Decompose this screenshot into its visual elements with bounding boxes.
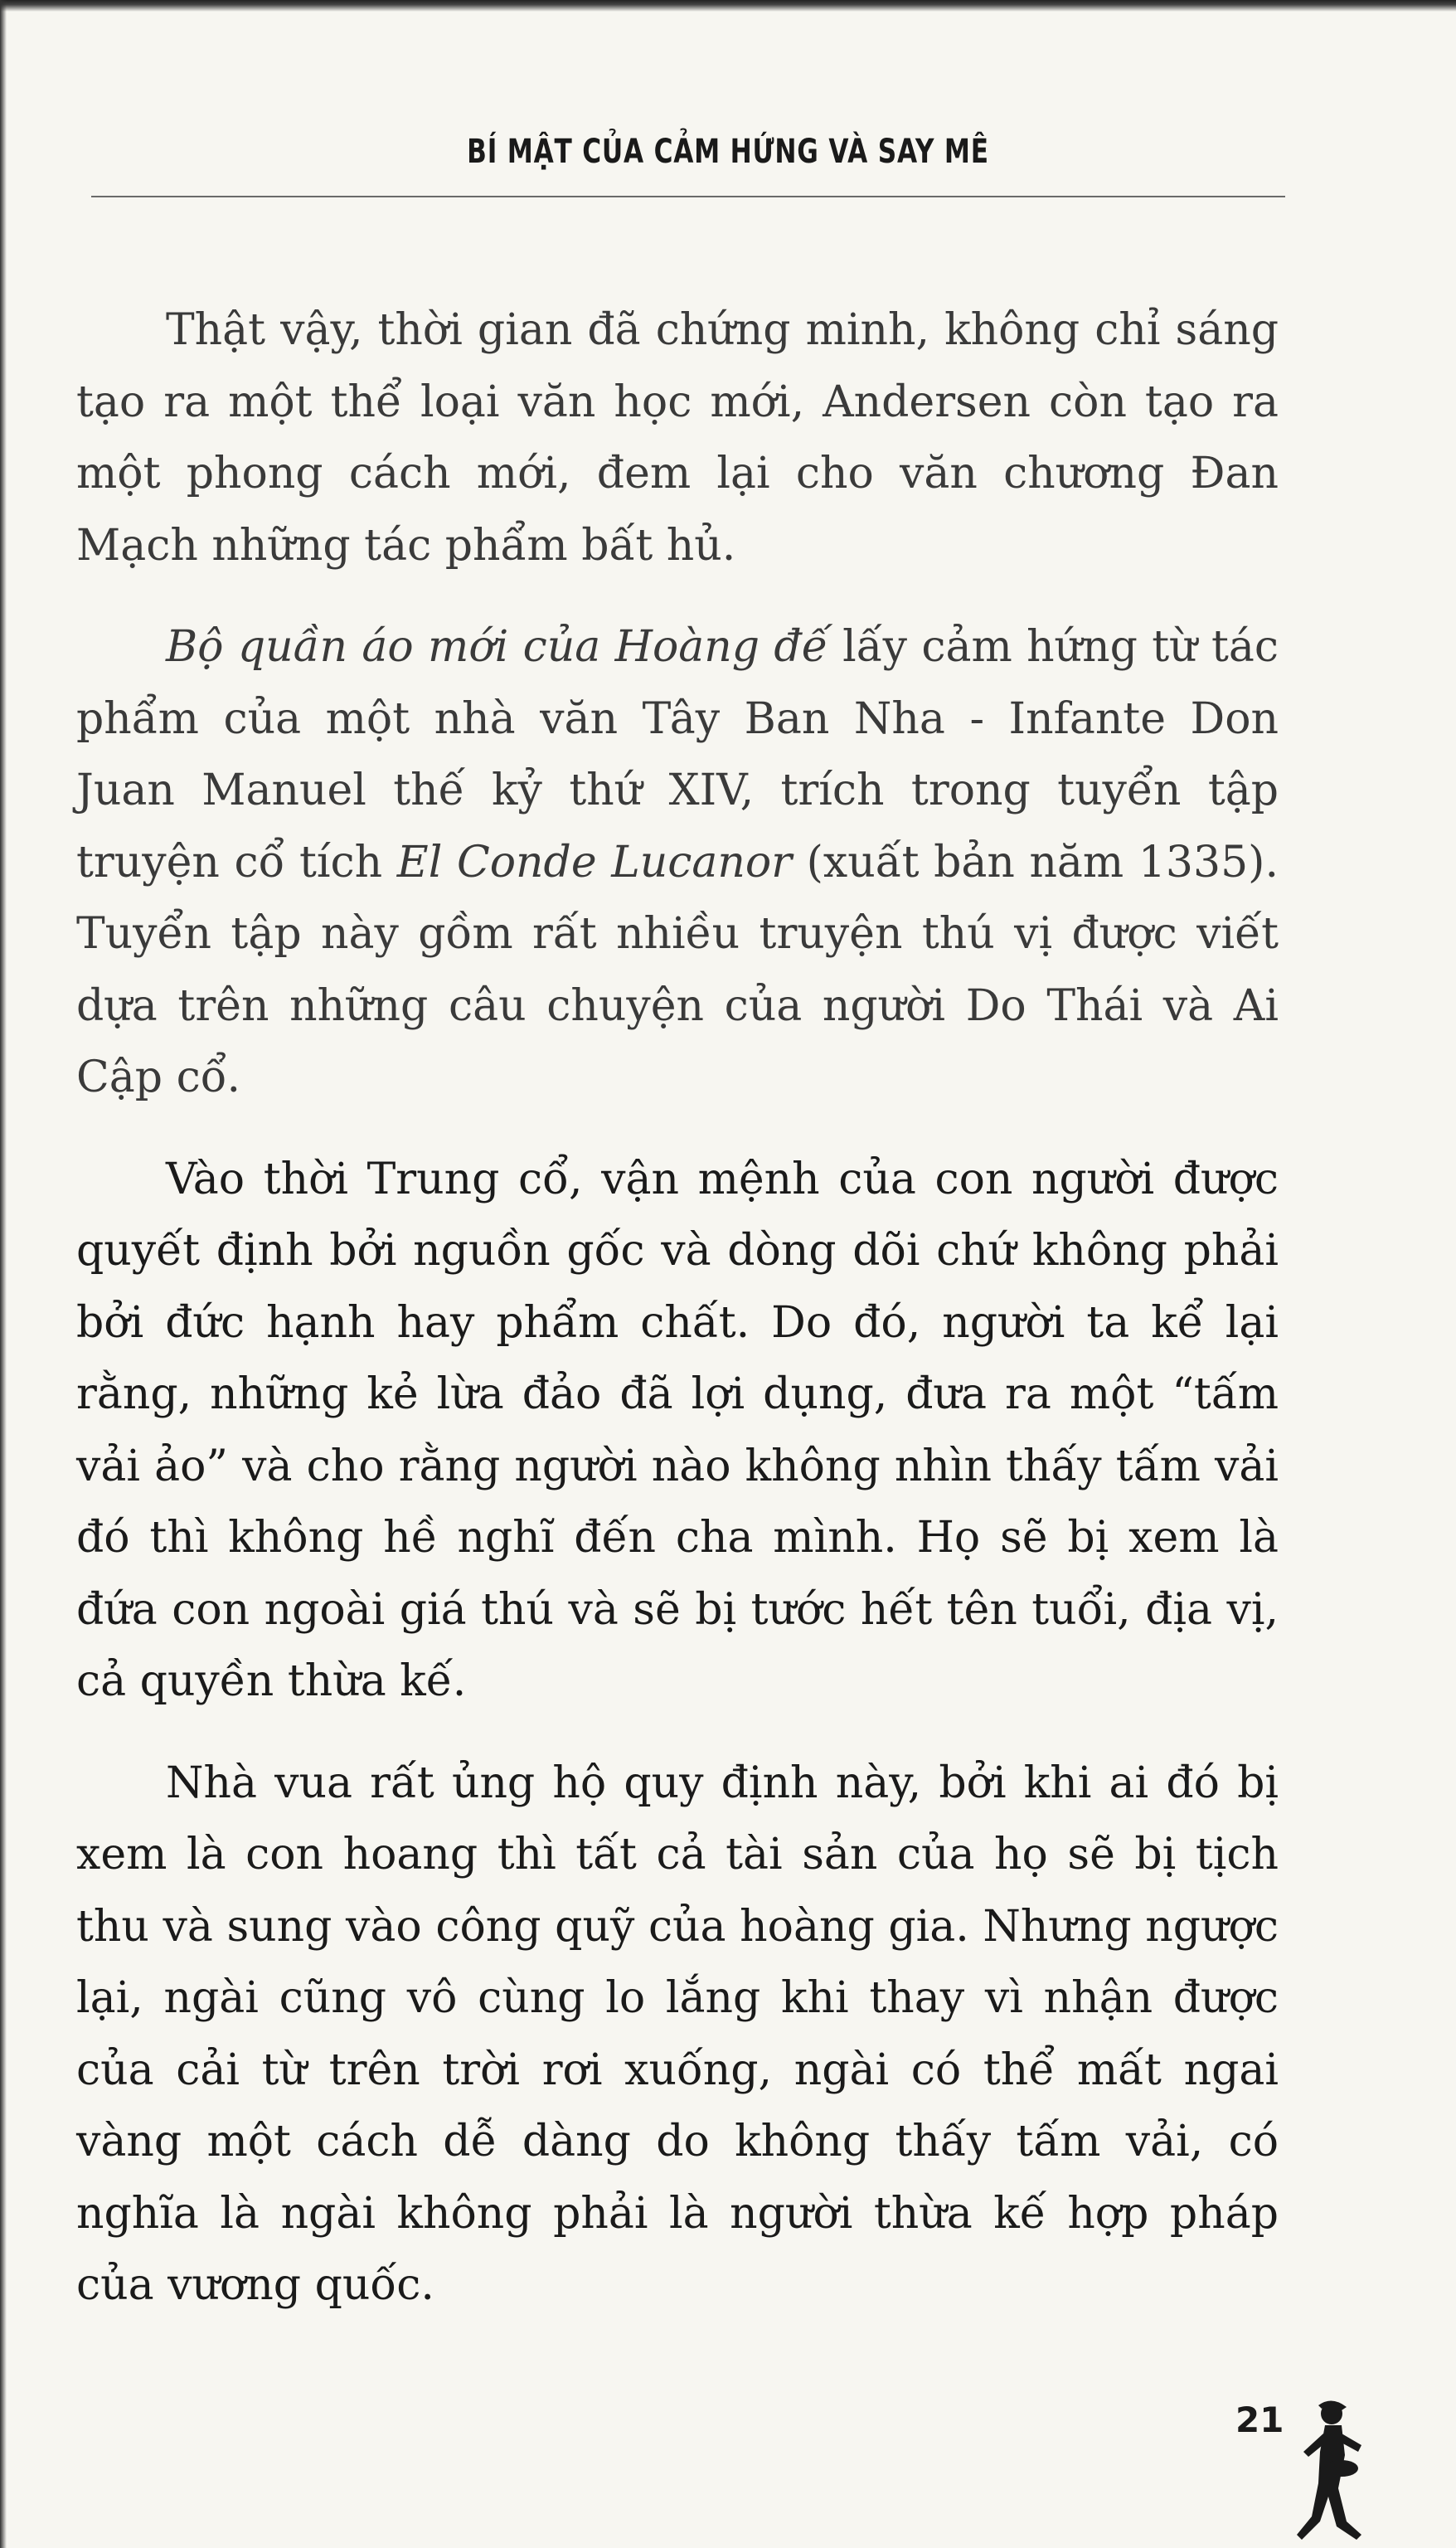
paragraph-2-text-2: (xuất bản năm 1335). Tuyển tập này gồm rất nhiều truyện thú vị được viết dựa trên những câu chuyện của người Do Thái và Ai Cập cổ.: [76, 837, 1279, 1102]
page-edge-left: [0, 0, 7, 2548]
body-text: [76, 294, 1279, 2351]
running-header: BÍ MẬT CỦA CẢM HỨNG VÀ SAY MÊ: [467, 133, 989, 171]
paragraph-2: [76, 611, 1279, 1114]
page-number: 21: [1235, 2400, 1284, 2440]
paragraph-3: Vào thời Trung cổ, vận mệnh của con người được quyết định bởi nguồn gốc và dòng dõi chứ không phải bởi đức hạnh hay phẩm chất. Do đó, người ta kể lại rằng, những kẻ lừa đảo đã lợi dụng, đưa ra một “tấm vải ảo” và cho rằng người nào không nhìn thấy tấm vải đó thì không hề nghĩ đến cha mình. Họ sẽ bị xem là đứa con ngoài giá thú và sẽ bị tước hết tên tuổi, địa vị, cả quyền thừa kế.: [76, 1154, 1279, 1706]
running-figure-icon: [1284, 2397, 1383, 2546]
paragraph-1: Thật vậy, thời gian đã chứng minh, không chỉ sáng tạo ra một thể loại văn học mới, Andersen còn tạo ra một phong cách mới, đem lại cho văn chương Đan Mạch những tác phẩm bất hủ.: [76, 305, 1279, 571]
paragraph-2-text-1: lấy cảm hứng từ tác phẩm của một nhà văn Tây Ban Nha - Infante Don Juan Manuel thế kỷ thứ XIV, trích trong tuyển tập truyện cổ tích: [76, 622, 1279, 887]
header-rule: [91, 196, 1285, 197]
work-title-italic: El Conde Lucanor: [396, 837, 792, 887]
page-edge-top: [0, 0, 1456, 12]
book-title-italic: Bộ quần áo mới của Hoàng đế: [166, 622, 828, 672]
paragraph-4: Nhà vua rất ủng hộ quy định này, bởi khi ai đó bị xem là con hoang thì tất cả tài sản của họ sẽ bị tịch thu và sung vào công quỹ của hoàng gia. Nhưng ngược lại, ngài cũng vô cùng lo lắng khi thay vì nhận được của cải từ trên trời rơi xuống, ngài có thể mất ngai vàng một cách dễ dàng do không thấy tấm vải, có nghĩa là ngài không phải là người thừa kế hợp pháp của vương quốc.: [76, 1758, 1279, 2310]
